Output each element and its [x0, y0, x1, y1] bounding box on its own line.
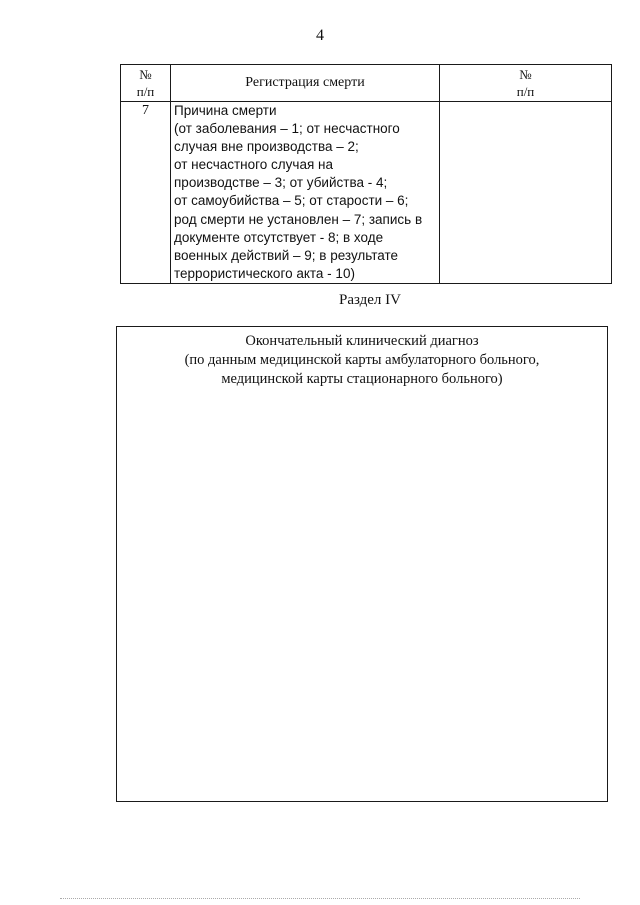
- column-header-number-right-symbol: №: [519, 67, 532, 82]
- column-header-number-symbol: №: [139, 67, 152, 82]
- cause-line: случая вне производства – 2;: [174, 139, 359, 155]
- diagnosis-subtitle-line1: (по данным медицинской карты амбулаторного больного,: [184, 352, 540, 368]
- cause-line: (от заболевания – 1; от несчастного: [174, 121, 400, 137]
- column-header-number-abbr: п/п: [136, 84, 155, 99]
- cause-line: от несчастного случая на: [174, 157, 333, 173]
- section-title: Раздел IV: [338, 292, 401, 308]
- page-number: 4: [316, 27, 324, 44]
- cause-line: военных действий – 9; в результате: [174, 247, 399, 263]
- column-header-number-right: [440, 65, 612, 102]
- row-number: 7: [121, 102, 171, 284]
- death-registration-table: [120, 64, 612, 284]
- cause-line: документе отсутствует - 8; в ходе: [174, 229, 384, 245]
- table-header-row: [121, 65, 612, 102]
- cause-line: Причина смерти: [174, 103, 277, 118]
- cause-of-death-cell: [171, 102, 440, 284]
- empty-entry-cell: [440, 102, 612, 284]
- cause-line: производстве – 3; от убийства - 4;: [174, 175, 388, 191]
- column-header-number-right-abbr: п/п: [516, 84, 535, 99]
- column-header-title: Регистрация смерти: [171, 65, 440, 102]
- final-diagnosis-heading: [117, 332, 607, 389]
- diagnosis-title: Окончательный клинический диагноз: [245, 333, 479, 349]
- diagnosis-subtitle-line2: медицинской карты стационарного больного): [221, 371, 503, 387]
- final-diagnosis-box: [116, 326, 608, 802]
- cause-line: род смерти не установлен – 7; запись в: [174, 211, 423, 227]
- cause-line: террористического акта - 10): [174, 265, 355, 281]
- table-row: [121, 102, 612, 284]
- column-header-number: [121, 65, 171, 102]
- cause-line: от самоубийства – 5; от старости – 6;: [174, 193, 409, 209]
- scan-artifact-dots: [60, 896, 580, 899]
